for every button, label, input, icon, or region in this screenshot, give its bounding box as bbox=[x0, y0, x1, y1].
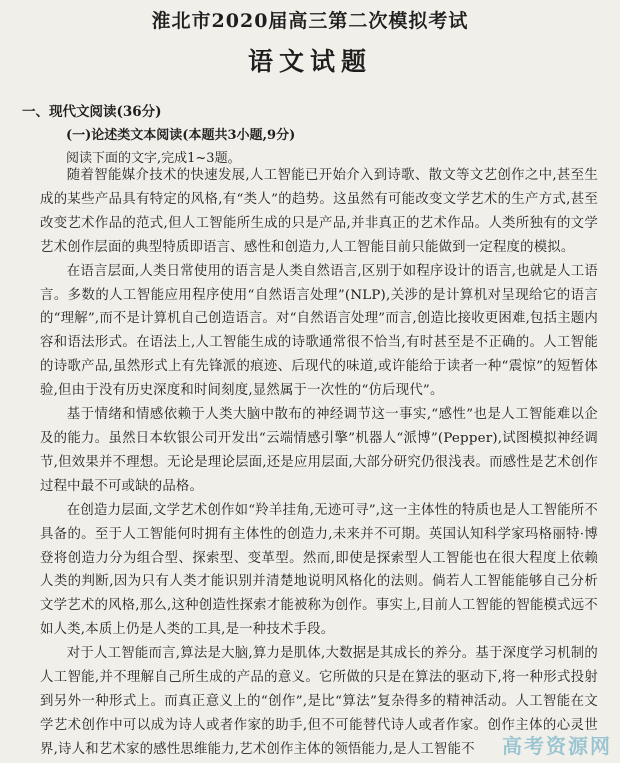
site-watermark: 高考资源网 bbox=[502, 734, 612, 758]
reading-instruction: 阅读下面的文字,完成1~3题。 bbox=[66, 151, 241, 166]
article-paragraph: 随着智能媒介技术的快速发展,人工智能已开始介入到诗歌、散文等文艺创作之中,甚至生成的某些产品具有特定的风格,有“类人”的趋势。这虽然有可能改变文学艺术的生产方式,甚至改变艺术作品的范式,但人工智能所生成的只是产品,并非真正的艺术作品。人类所独有的文学艺术创作层面的典型特质即语言、感性和创造力,人工智能目前只能做到一定程度的模拟。 bbox=[40, 168, 598, 255]
subsection-heading: (一)论述类文本阅读(本题共3小题,9分) bbox=[66, 128, 296, 143]
subject-title: 语文试题 bbox=[247, 47, 372, 76]
article-paragraph: 基于情绪和情感依赖于人类大脑中散布的神经调节这一事实,“感性”也是人工智能难以企及的能力。虽然日本软银公司开发出“云端情感引擎”机器人“派博”(Pepper),试图模拟神经调节,但效果并不理想。无论是理论层面,还是应用层面,大部分研究仍很浅表。而感性是艺术创作过程中最不可或缺的品格。 bbox=[40, 407, 598, 494]
article-paragraph: 对于人工智能而言,算法是大脑,算力是肌体,大数据是其成长的养分。基于深度学习机制的人工智能,并不理解自己所生成的产品的意义。它所做的只是在算法的驱动下,将一种形式投射到另外一种形式上。而真正意义上的“创作”,是比“算法”复杂得多的精神活动。人工智能在文学艺术创作中可以成为诗人或者作家的助手,但不可能替代诗人或者作家。创作主体的心灵世界,诗人和艺术家的感性思维能力,艺术创作主体的领悟能力,是人工智能不 bbox=[40, 646, 598, 757]
article-paragraph: 在语言层面,人类日常使用的语言是人类自然语言,区别于如程序设计的语言,也就是人工语言。多数的人工智能应用程序使用“自然语言处理”(NLP),关涉的是计算机对呈现给它的语言的“理解”,而不是计算机自己创造语言。对“自然语言处理”而言,创造比接收更困难,包括主题内容和语法形式。在语法上,人工智能生成的诗歌通常很不恰当,有时甚至是不正确的。人工智能的诗歌产品,虽然形式上有先锋派的痕迹、后现代的味道,或许能给于读者一种“震惊”的短暂体验,但由于没有历史深度和时间刻度,显然属于一次性的“仿后现代”。 bbox=[40, 263, 598, 399]
article-body bbox=[40, 164, 598, 762]
exam-header-title: 淮北市2020届高三第二次模拟考试 bbox=[151, 10, 469, 32]
section-heading: 一、现代文阅读(36分) bbox=[22, 104, 162, 120]
article-paragraph: 在创造力层面,文学艺术创作如“羚羊挂角,无迹可寻”,这一主体性的特质也是人工智能所不具备的。至于人工智能何时拥有主体性的创造力,未来并不可期。英国认知科学家玛格丽特·博登将创造力分为组合型、探索型、变革型。然而,即使是探索型人工智能也在很大程度上依赖人类的判断,因为只有人类才能识别并清楚地说明风格化的法则。倘若人工智能能够自己分析文学艺术的风格,那么,这种创造性探索才能被称为创作。事实上,目前人工智能的智能模式远不如人类,本质上仍是人类的工具,是一种技术手段。 bbox=[40, 502, 598, 638]
